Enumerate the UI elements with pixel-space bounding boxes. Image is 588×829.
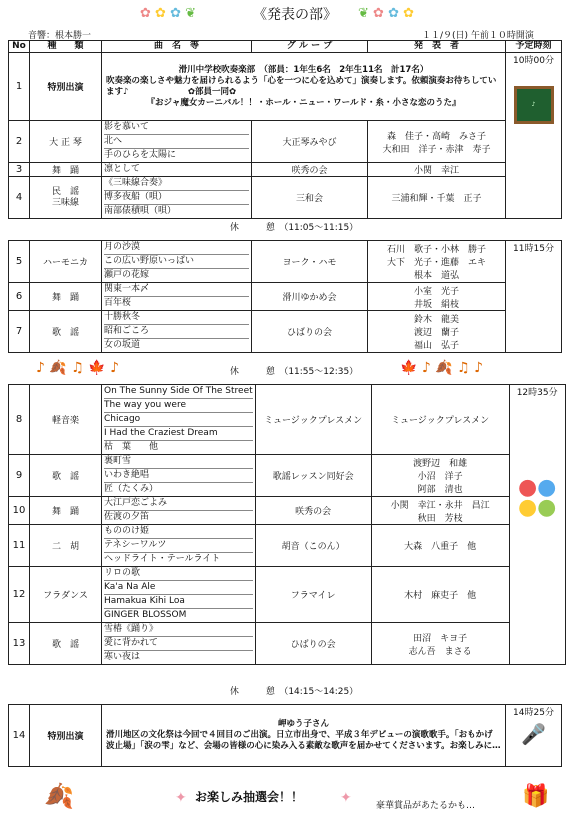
- table-row: [9, 455, 566, 497]
- song: この広い野原いっぱい: [104, 255, 249, 269]
- table-row: [9, 283, 562, 311]
- table-header-row: [9, 41, 562, 53]
- blackboard-icon: ♪: [514, 86, 554, 124]
- row-category: 特別出演: [30, 53, 102, 121]
- song: On The Sunny Side Of The Street: [104, 385, 253, 399]
- guest-name: 岬ゆう子さん: [277, 719, 329, 729]
- song: 寒い夜は: [104, 652, 141, 662]
- program-table-4: [8, 704, 562, 767]
- row-performers: [371, 623, 509, 665]
- table-row: [9, 53, 562, 121]
- song: 愛に背かれて: [104, 637, 253, 651]
- time-label: 11時15分: [513, 244, 554, 254]
- table-row: [9, 623, 566, 665]
- row-performers: [368, 241, 506, 283]
- row-no: 14: [9, 705, 30, 767]
- row-songs: [102, 455, 256, 497]
- break-2: 休 憩 （11:55～12:35）: [229, 367, 359, 377]
- performer: 大下 光子・進藤 エキ: [386, 258, 486, 268]
- table-row: [9, 163, 562, 177]
- song: 手のひらを太陽に: [104, 150, 177, 160]
- row-category: 軽音楽: [30, 385, 102, 455]
- flower-decoration-right: ❦ ✿ ✿ ✿: [358, 6, 415, 21]
- song: 匠（たくみ）: [104, 484, 159, 494]
- row-group: ひばりの会: [255, 623, 371, 665]
- song: 佐渡の夕笛: [104, 512, 150, 522]
- row-performers: [368, 121, 506, 163]
- row-group: 滑川ゆかめ会: [252, 283, 368, 311]
- song: いわき絶唱: [104, 469, 253, 483]
- row-group: ひばりの会: [252, 311, 368, 353]
- row-songs: [102, 311, 252, 353]
- row-no: 3: [9, 163, 30, 177]
- flower-decoration-left: ✿ ✿ ✿ ❦: [140, 6, 197, 21]
- row-category: 歌 謡: [30, 311, 102, 353]
- row-no: 12: [9, 567, 30, 623]
- program-table-2: [8, 240, 562, 353]
- song: Hamakua Kihi Loa: [104, 595, 253, 609]
- performer: 渡辺 蘭子: [413, 328, 459, 338]
- row-songs: [102, 177, 252, 219]
- table-row: [9, 567, 566, 623]
- announcer-label: 音響：根本勝一: [28, 31, 92, 41]
- song: 雪椿《踊り》: [104, 623, 253, 637]
- row-category: 特別出演: [30, 705, 102, 767]
- row-songs: [102, 241, 252, 283]
- row-songs: [102, 567, 256, 623]
- song: 十勝秋冬: [104, 311, 249, 325]
- row-no: 4: [9, 177, 30, 219]
- microphone-icon: 🎤: [521, 722, 546, 746]
- table-row: [9, 241, 562, 283]
- performer: 田沼 キヨ子: [413, 633, 468, 644]
- row-no: 9: [9, 455, 30, 497]
- row-group: 咲秀の会: [252, 163, 368, 177]
- row-category: フラダンス: [30, 567, 102, 623]
- row-no: 6: [9, 283, 30, 311]
- col-no: No: [9, 41, 30, 53]
- row-songs: [102, 525, 256, 567]
- row-no: 13: [9, 623, 30, 665]
- song: 影を慕いて: [104, 121, 249, 135]
- row-no: 8: [9, 385, 30, 455]
- row-songs: [102, 623, 256, 665]
- song: 北へ: [104, 135, 249, 149]
- song: 瀬戸の花嫁: [104, 270, 150, 280]
- row-no: 10: [9, 497, 30, 525]
- row-performers: 小関 幸江: [368, 163, 506, 177]
- song: 月の沙漠: [104, 241, 249, 255]
- table-row: [9, 177, 562, 219]
- performer: 志ん吾 まさる: [408, 646, 472, 657]
- row-no: 2: [9, 121, 30, 163]
- row-songs: [102, 497, 256, 525]
- table-row: [9, 311, 562, 353]
- table-row: [9, 121, 562, 163]
- time-label: 10時00分: [513, 56, 554, 66]
- row-performers: [368, 311, 506, 353]
- time-cell: [509, 385, 565, 665]
- row-group: 三和会: [252, 177, 368, 219]
- row-no: 7: [9, 311, 30, 353]
- song: 凛として: [104, 164, 141, 174]
- table-row: [9, 705, 562, 767]
- gift-box-icon: 🎁: [522, 784, 550, 809]
- row-songs: [102, 283, 252, 311]
- row-songs: [102, 385, 256, 455]
- song: もののけ姫: [104, 525, 253, 539]
- song: 《三味線合奏》: [104, 177, 249, 191]
- row-performers: 大森 八重子 他: [371, 525, 509, 567]
- performer: 鈴木 龍美: [413, 315, 459, 325]
- song: 南部俵積唄（唄）: [104, 206, 177, 216]
- performer: 小沼 洋子: [417, 472, 463, 482]
- song: Chicago: [104, 413, 253, 427]
- row-category: 大 正 琴: [30, 121, 102, 163]
- song: 裏町雪: [104, 455, 253, 469]
- time-label: 14時25分: [513, 708, 554, 718]
- music-leaf-decoration-right: 🍁 ♪ 🍂 ♫ ♪: [400, 360, 484, 376]
- row-category: 舞 踊: [30, 497, 102, 525]
- row-group: ヨーク・ハモ: [252, 241, 368, 283]
- special-description: [102, 705, 506, 767]
- song: 昭和ごころ: [104, 325, 249, 339]
- page-title: 《発表の部》: [253, 7, 337, 23]
- row-no: 5: [9, 241, 30, 283]
- col-song: 曲 名 等: [102, 41, 252, 53]
- song: I Had the Craziest Dream: [104, 427, 253, 441]
- performer: 井坂 絹枝: [413, 299, 459, 310]
- row-category: ハーモニカ: [30, 241, 102, 283]
- time-cell: [506, 705, 562, 767]
- row-group: ミュージックプレスメン: [255, 385, 371, 455]
- col-time: 予定時刻: [506, 41, 562, 53]
- row-performers: [371, 497, 509, 525]
- song: 博多夜船（唄）: [104, 191, 249, 205]
- col-performer: 発 表 者: [368, 41, 506, 53]
- special-line1: 滑川中学校吹奏楽部 （部員：1年生6名 2年生11名 計17名）: [178, 64, 429, 75]
- song: テネシーワルツ: [104, 539, 253, 553]
- guest-description: 滑川地区の文化祭は今回で４回目のご出演。日立市出身で、平成３年デビューの演歌歌手。「おもかげ波止場」「涙の雫」など、会場の皆様の心に染み入る素敵な歌声を届かせてくださいます。お楽しみに…: [106, 730, 501, 751]
- program-table-3: [8, 384, 566, 665]
- song: Ka'a Na Ale: [104, 581, 253, 595]
- row-performers: 三浦和輝・千葉 正子: [368, 177, 506, 219]
- special-line3: 『おジャ魔女カーニバル！！・ホール・ニュー・ワールド・糸・小さな恋のうた』: [146, 97, 461, 108]
- song: 大江戸恋ごよみ: [104, 497, 253, 511]
- performer: 根本 道弘: [413, 271, 459, 281]
- prize-label: 豪華賞品があたるかも…: [376, 801, 476, 811]
- row-songs: [102, 121, 252, 163]
- performer: 大和田 洋子・赤津 寿子: [382, 144, 491, 155]
- time-label: 12時35分: [516, 388, 558, 398]
- music-leaf-decoration: ♪ 🍂 ♫ 🍁 ♪: [36, 360, 120, 376]
- row-songs: [102, 163, 252, 177]
- performer: 小関 幸江・永井 昌江: [390, 500, 490, 511]
- star-decoration-right: ✦: [340, 790, 352, 806]
- table-row: [9, 497, 566, 525]
- table-row: [9, 525, 566, 567]
- balloons-icon: ●● ●●: [517, 475, 557, 520]
- row-category: 舞 踊: [30, 283, 102, 311]
- break-3: 休 憩 （14:15～14:25）: [229, 687, 359, 697]
- song: 百年桜: [104, 298, 132, 308]
- row-performers: ミュージックプレスメン: [371, 385, 509, 455]
- row-category: 歌 謡: [30, 455, 102, 497]
- row-performers: [368, 283, 506, 311]
- row-category: 舞 踊: [30, 163, 102, 177]
- col-group: グ ル ー プ: [252, 41, 368, 53]
- song: 女の坂道: [104, 340, 141, 350]
- performer: 渡野辺 和雄: [413, 459, 468, 469]
- row-category: 二 胡: [30, 525, 102, 567]
- autumn-leaves-icon: 🍂: [44, 782, 74, 810]
- special-description: [102, 53, 506, 121]
- performer: 森 佳子・高崎 みさ子: [386, 131, 486, 142]
- row-no: 11: [9, 525, 30, 567]
- song: リロの歌: [104, 567, 253, 581]
- row-group: フラマイレ: [255, 567, 371, 623]
- col-category: 種 類: [30, 41, 102, 53]
- break-1: 休 憩 （11:05～11:15）: [229, 223, 359, 233]
- song: 関東一本〆: [104, 283, 249, 297]
- table-row: [9, 385, 566, 455]
- performer: 石川 歌子・小林 勝子: [386, 245, 486, 255]
- time-cell: [506, 53, 562, 219]
- special-line2: 吹奏楽の楽しさや魅力を届けられるよう「心を一つに心を込めて」演奏します。依頼演奏お待ちしています♪ ✿部員一同✿: [106, 75, 497, 97]
- star-decoration: ✦: [175, 790, 187, 806]
- row-group: 歌謡レッスン同好会: [255, 455, 371, 497]
- row-no: 1: [9, 53, 30, 121]
- row-group: 咲秀の会: [255, 497, 371, 525]
- row-group: 胡音（このん）: [255, 525, 371, 567]
- song: ヘッドライト・テールライト: [104, 554, 221, 564]
- row-performers: [371, 455, 509, 497]
- row-category: 歌 謡: [30, 623, 102, 665]
- performer: 福山 弘子: [413, 341, 459, 351]
- row-group: 大正琴みやび: [252, 121, 368, 163]
- date-label: １１/９(日) 午前１０時開演: [422, 31, 534, 41]
- song: GINGER BLOSSOM: [104, 610, 187, 620]
- song: 枯 葉 他: [104, 442, 159, 452]
- song: The way you were: [104, 399, 253, 413]
- program-table-1: [8, 40, 562, 219]
- performer: 秋田 芳枝: [417, 513, 463, 524]
- row-performers: 木村 麻吏子 他: [371, 567, 509, 623]
- time-cell: [506, 241, 562, 353]
- lottery-label: お楽しみ抽選会！！: [195, 790, 304, 804]
- row-category: 民 謡 三味線: [30, 177, 102, 219]
- performer: 阿部 清也: [417, 485, 463, 495]
- performer: 小室 光子: [413, 286, 459, 297]
